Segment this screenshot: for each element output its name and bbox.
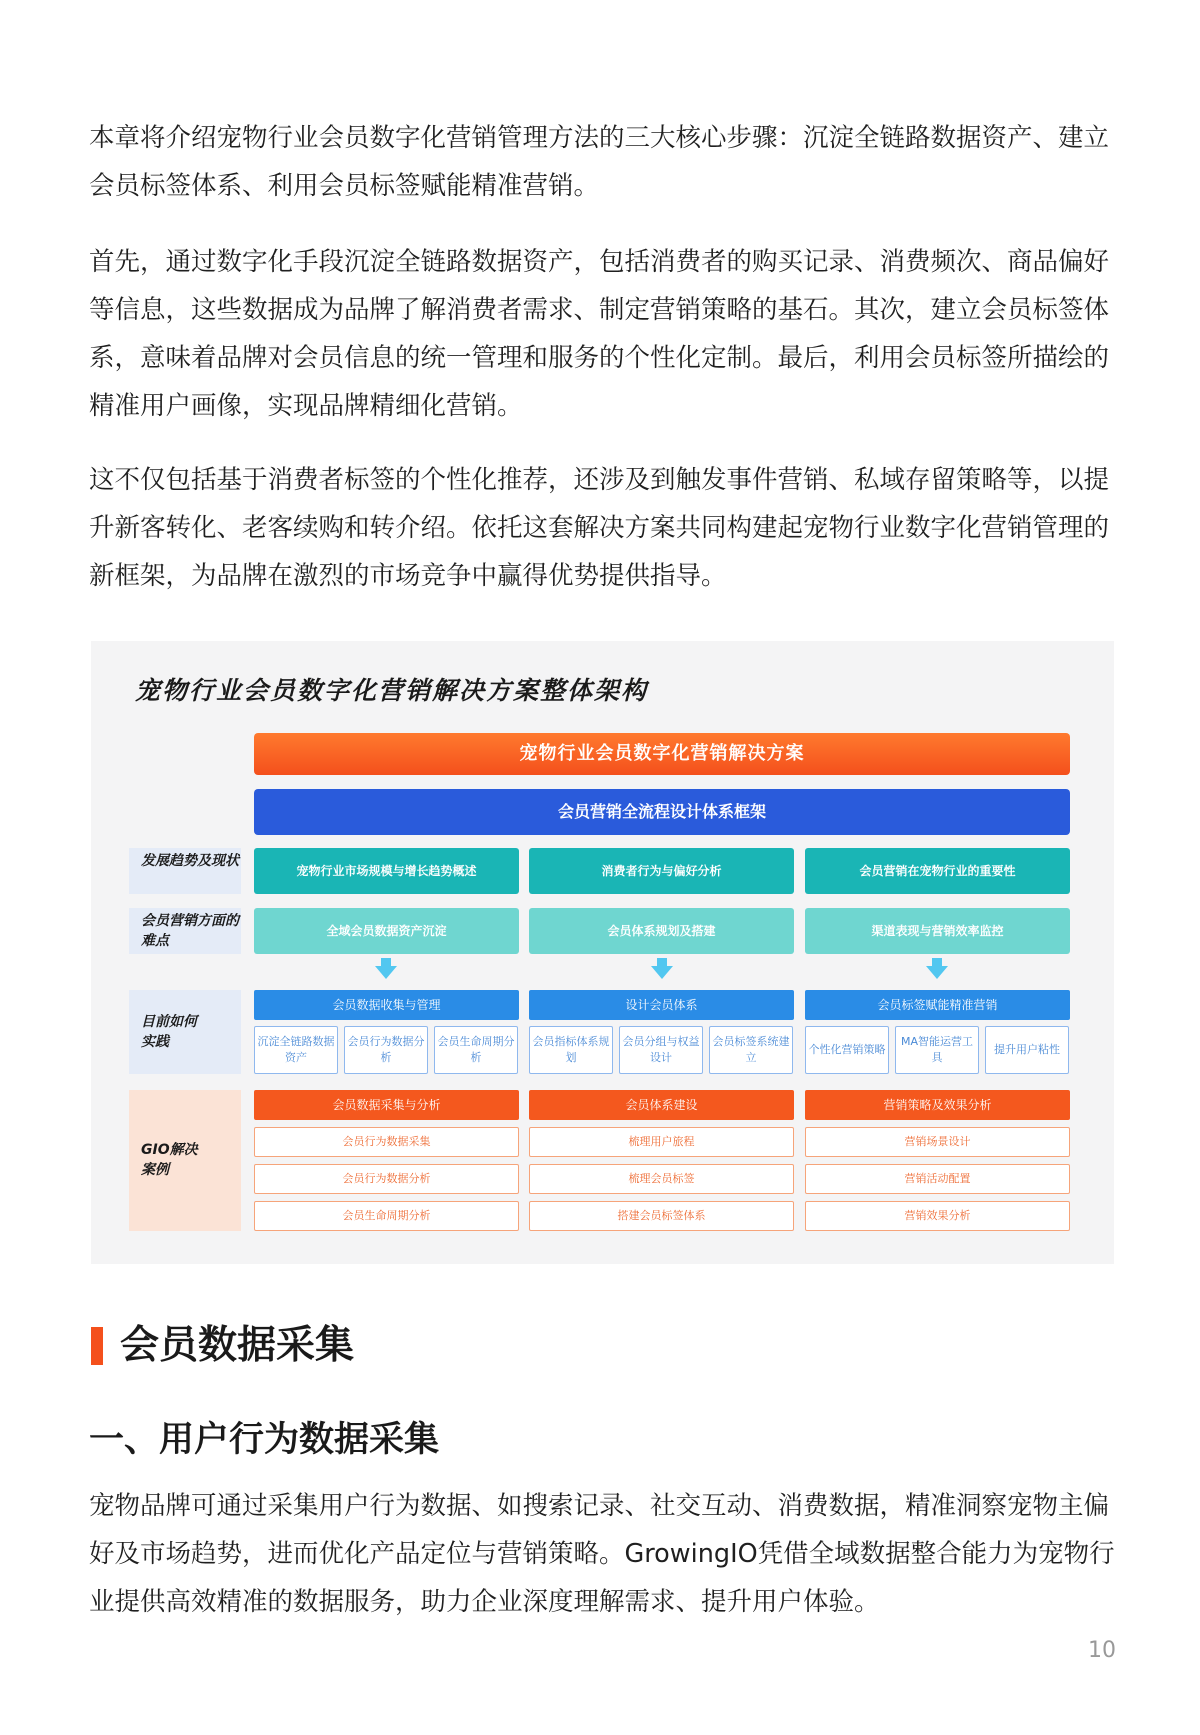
trend-item: 会员营销在宠物行业的重要性 — [805, 848, 1070, 894]
gio-item: 搭建会员标签体系 — [529, 1201, 794, 1231]
down-arrow-icon — [375, 966, 397, 979]
difficulty-item: 渠道表现与营销效率监控 — [805, 908, 1070, 954]
diagram-title: 宠物行业会员数字化营销解决方案整体架构 — [135, 676, 649, 705]
section-body: 宠物品牌可通过采集用户行为数据、如搜索记录、社交互动、消费数据，精准洞察宠物主偏好及市场趋势，进而优化产品定位与营销策略。GrowingIO凭借全域数据整合能力为宠物行业提供高效精准的数据服务，助力企业深度理解需求、提升用户体验。 — [89, 1491, 1115, 1617]
practice-sub-item: 会员生命周期分析 — [434, 1026, 518, 1074]
gio-item: 梳理会员标签 — [529, 1164, 794, 1194]
practice-header: 会员数据收集与管理 — [254, 990, 519, 1020]
gio-header: 会员数据采集与分析 — [254, 1090, 519, 1120]
architecture-diagram — [91, 641, 1114, 1264]
practice-sub-item: 会员标签系统建立 — [709, 1026, 793, 1074]
difficulty-item: 全域会员数据资产沉淀 — [254, 908, 519, 954]
page-number: 10 — [1088, 1638, 1116, 1663]
section-accent-bar — [91, 1327, 103, 1365]
practice-sub-item: MA智能运营工具 — [895, 1026, 979, 1074]
practice-sub-item: 会员指标体系规划 — [529, 1026, 613, 1074]
row-label-difficulty: 会员营销方面的难点 — [129, 908, 241, 954]
gio-item: 会员行为数据采集 — [254, 1127, 519, 1157]
gio-header: 会员体系建设 — [529, 1090, 794, 1120]
practice-sub-item: 个性化营销策略 — [805, 1026, 889, 1074]
gio-item: 会员生命周期分析 — [254, 1201, 519, 1231]
gio-item: 梳理用户旅程 — [529, 1127, 794, 1157]
difficulty-item: 会员体系规划及搭建 — [529, 908, 794, 954]
down-arrow-icon — [651, 966, 673, 979]
gio-item: 营销活动配置 — [805, 1164, 1070, 1194]
row-label-gio: GIO解决案例 — [129, 1090, 241, 1231]
section-title: 会员数据采集 — [120, 1323, 355, 1368]
row-label-practice: 目前如何实践 — [129, 990, 241, 1074]
subsection-title: 一、用户行为数据采集 — [89, 1420, 440, 1460]
intro-paragraph-2: 首先，通过数字化手段沉淀全链路数据资产，包括消费者的购买记录、消费频次、商品偏好等信息，这些数据成为品牌了解消费者需求、制定营销策略的基石。其次，建立会员标签体系，意味着品牌对会员信息的统一管理和服务的个性化定制。最后，利用会员标签所描绘的精准用户画像，实现品牌精细化营销。 — [89, 247, 1110, 421]
practice-header: 设计会员体系 — [529, 990, 794, 1020]
practice-sub-item: 提升用户粘性 — [985, 1026, 1069, 1074]
intro-paragraph-3: 这不仅包括基于消费者标签的个性化推荐，还涉及到触发事件营销、私域存留策略等，以提升新客转化、老客续购和转介绍。依托这套解决方案共同构建起宠物行业数字化营销管理的新框架，为品牌在激烈的市场竞争中赢得优势提供指导。 — [89, 465, 1110, 591]
row-label-trend: 发展趋势及现状 — [129, 848, 241, 894]
practice-sub-item: 会员行为数据分析 — [344, 1026, 428, 1074]
gio-item: 营销效果分析 — [805, 1201, 1070, 1231]
gio-item: 会员行为数据分析 — [254, 1164, 519, 1194]
gio-header: 营销策略及效果分析 — [805, 1090, 1070, 1120]
practice-sub-item: 会员分组与权益设计 — [619, 1026, 703, 1074]
trend-item: 宠物行业市场规模与增长趋势概述 — [254, 848, 519, 894]
intro-paragraph-1: 本章将介绍宠物行业会员数字化营销管理方法的三大核心步骤：沉淀全链路数据资产、建立会员标签体系、利用会员标签赋能精准营销。 — [89, 123, 1110, 201]
trend-item: 消费者行为与偏好分析 — [529, 848, 794, 894]
practice-header: 会员标签赋能精准营销 — [805, 990, 1070, 1020]
gio-item: 营销场景设计 — [805, 1127, 1070, 1157]
solution-bar: 宠物行业会员数字化营销解决方案 — [254, 733, 1070, 775]
down-arrow-icon — [926, 966, 948, 979]
framework-bar: 会员营销全流程设计体系框架 — [254, 789, 1070, 835]
practice-sub-item: 沉淀全链路数据资产 — [254, 1026, 338, 1074]
